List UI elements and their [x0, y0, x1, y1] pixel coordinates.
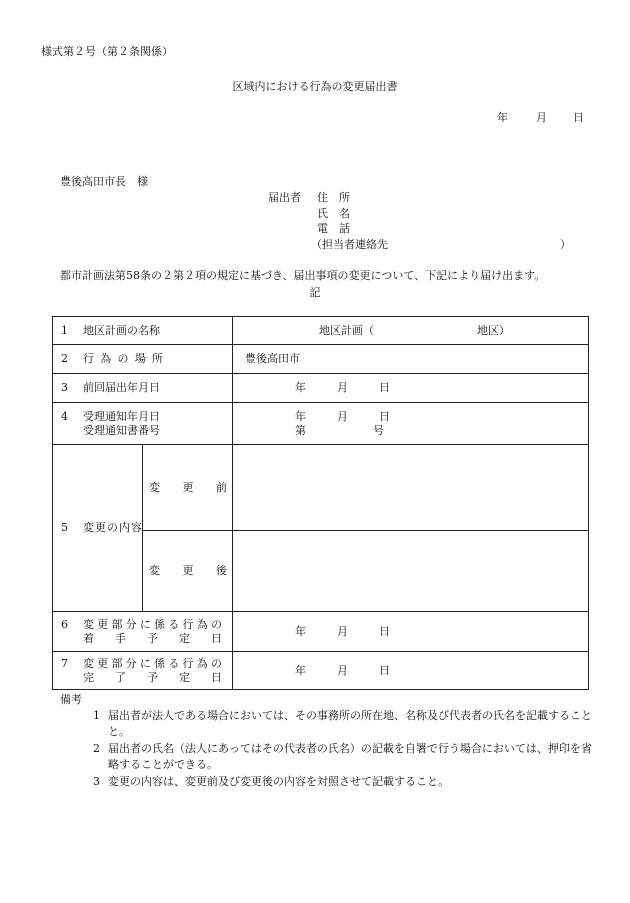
row4-label-date: 受理通知年月日: [83, 409, 160, 423]
notifier-label: 届出者: [268, 191, 301, 204]
row-district-plan: [53, 317, 589, 345]
note-number: 1: [93, 709, 100, 722]
body-text: 都市計画法第58条の２第２項の規定に基づき、届出事項の変更について、下記により届け出ます。: [60, 269, 546, 282]
row2-value-cell: [233, 345, 589, 374]
row1-value-prefix: 地区計画（: [319, 323, 374, 337]
row3-month: 月: [337, 381, 348, 394]
row4-no-suffix: 号: [373, 423, 384, 437]
row-start-date: [53, 612, 589, 652]
date-day: 日: [573, 111, 584, 124]
row7-year: 年: [295, 663, 306, 677]
notifier-address-label: 住 所: [317, 191, 350, 204]
row5-after-label: 変更後: [149, 564, 227, 577]
row-acceptance: [53, 403, 589, 445]
form-number: 様式第２号（第２条関係）: [41, 45, 173, 58]
row5-label: 変更の内容: [83, 521, 142, 534]
note-text: 届出者が法人である場合においては、その事務所の所在地、名称及び代表者の氏名を記載することと。: [108, 709, 592, 738]
row5-after-value-cell: [233, 531, 589, 612]
row6-day: 日: [379, 624, 390, 638]
row3-value-cell: [233, 374, 589, 403]
row-previous-date: [53, 374, 589, 403]
row4-number: 4: [61, 409, 68, 423]
notes-section: [60, 693, 595, 790]
row3-label-cell: [53, 374, 233, 403]
date-month: 月: [536, 111, 547, 124]
notifier-contact-label: （担当者連絡先: [311, 238, 388, 251]
note-item: [60, 774, 595, 790]
row4-label-cell: [53, 403, 233, 445]
note-item: [60, 708, 595, 740]
row-change-before: [53, 445, 589, 531]
date-year: 年: [497, 111, 508, 124]
row7-day: 日: [379, 663, 390, 677]
row7-month: 月: [337, 663, 348, 677]
row6-label-line1: 変更部分に係る行為の: [83, 617, 222, 631]
row5-label-cell: [53, 445, 143, 612]
row1-number: 1: [61, 323, 68, 337]
row5-before-value-cell: [233, 445, 589, 531]
change-form-table: [52, 316, 589, 690]
row4-year: 年: [295, 409, 306, 423]
row4-no-prefix: 第: [295, 423, 306, 437]
row5-before-label: 変更前: [149, 480, 227, 494]
row2-label-cell: [53, 345, 233, 374]
note-item: [60, 741, 595, 773]
row7-label-line1: 変更部分に係る行為の: [83, 656, 222, 670]
notes-heading: 備考: [60, 693, 82, 706]
row3-number: 3: [61, 381, 68, 394]
row6-year: 年: [295, 624, 306, 638]
row2-number: 2: [61, 352, 68, 365]
notifier-phone-label: 電 話: [317, 222, 350, 235]
notifier-name-label: 氏 名: [317, 207, 350, 220]
row-location: [53, 345, 589, 374]
row5-number: 5: [61, 521, 68, 534]
row1-value-cell: [233, 317, 589, 345]
row4-day: 日: [379, 409, 390, 423]
note-text: 届出者の氏名（法人にあってはその代表者の氏名）の記載を自署で行う場合においては、押印を省略することができる。: [108, 742, 592, 771]
ki-label: 記: [309, 286, 321, 299]
row4-label-number: 受理通知書番号: [83, 423, 160, 437]
row1-label: 地区計画の名称: [83, 323, 160, 337]
row1-label-cell: [53, 317, 233, 345]
page-title: 区域内における行為の変更届出書: [232, 80, 398, 93]
notifier-contact-close: ）: [560, 238, 571, 251]
row3-year: 年: [295, 381, 306, 394]
row6-number: 6: [61, 617, 68, 631]
row5-after-label-cell: [143, 531, 233, 612]
row6-label-cell: [53, 612, 233, 652]
addressee: 豊後高田市長 様: [60, 175, 148, 188]
row7-value-cell: [233, 652, 589, 690]
row7-label-cell: [53, 652, 233, 690]
note-text: 変更の内容は、変更前及び変更後の内容を対照させて記載すること。: [108, 775, 449, 788]
row-completion-date: [53, 652, 589, 690]
row6-value-cell: [233, 612, 589, 652]
row6-label-line2: 着手予定日: [83, 631, 222, 645]
row7-label-line2: 完了予定日: [83, 670, 222, 684]
note-number: 2: [93, 742, 100, 755]
row4-value-cell: [233, 403, 589, 445]
row3-day: 日: [379, 381, 390, 394]
row2-value: 豊後高田市: [245, 352, 300, 365]
note-number: 3: [93, 775, 100, 788]
row6-month: 月: [337, 624, 348, 638]
row5-before-label-cell: [143, 445, 233, 531]
row1-value-suffix: 地区）: [477, 323, 510, 337]
row4-month: 月: [337, 409, 348, 423]
row2-label: 行為の場所: [83, 352, 163, 365]
row3-label: 前回届出年月日: [83, 381, 160, 394]
row7-number: 7: [61, 656, 68, 670]
